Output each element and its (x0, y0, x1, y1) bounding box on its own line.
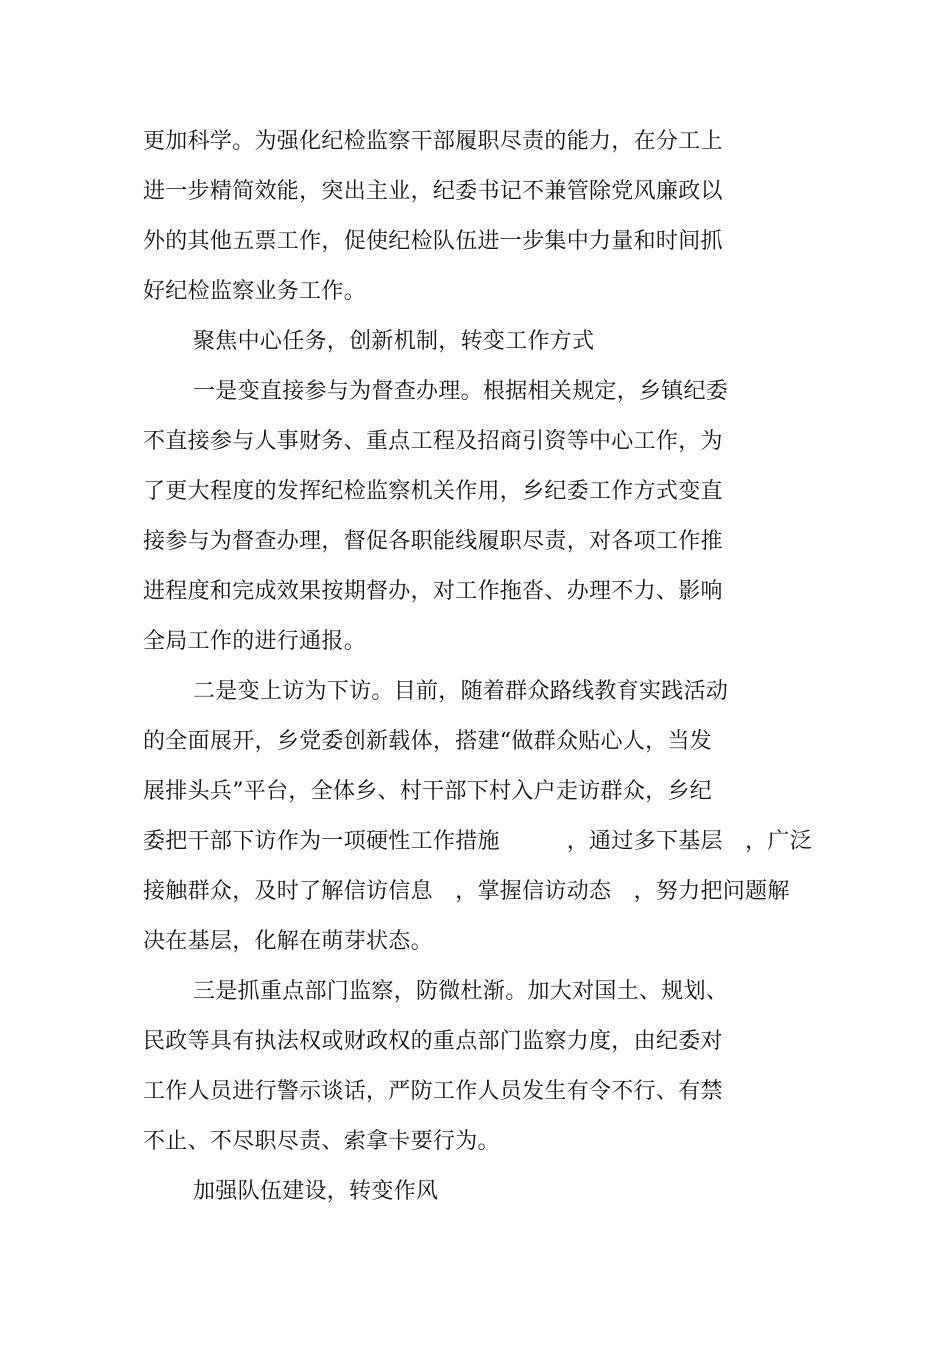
paragraph-line: 好纪检监察业务工作。 (143, 279, 367, 304)
paragraph-line: 进程度和完成效果按期督办，对工作拖沓、办理不力、影响 (143, 579, 723, 604)
section-heading: 加强队伍建设，转变作风 (193, 1179, 439, 1204)
paragraph-line: 一是变直接参与为督查办理。根据相关规定，乡镇纪委 (193, 379, 729, 404)
section-heading: 聚焦中心任务，创新机制，转变工作方式 (193, 329, 595, 354)
paragraph-line: 不直接参与人事财务、重点工程及招商引资等中心工作，为 (143, 429, 723, 454)
paragraph-line: 的全面展开，乡党委创新载体，搭建“做群众贴心人，当发 (143, 729, 713, 754)
paragraph-line: 工作人员进行警示谈话，严防工作人员发生有令不行、有禁 (143, 1079, 723, 1104)
paragraph-line: 不止、不尽职尽责、索拿卡要行为。 (143, 1129, 500, 1154)
paragraph-line: 全局工作的进行通报。 (143, 629, 367, 654)
paragraph-line: 外的其他五票工作，促使纪检队伍进一步集中力量和时间抓 (143, 229, 723, 254)
paragraph-line: 决在基层，化解在萌芽状态。 (143, 929, 433, 954)
paragraph-line: 更加科学。为强化纪检监察干部履职尽责的能力，在分工上 (143, 129, 723, 154)
paragraph-line: 展排头兵”平台，全体乡、村干部下村入户走访群众，乡纪 (143, 779, 713, 804)
paragraph-line: 民政等具有执法权或财政权的重点部门监察力度，由纪委对 (143, 1029, 723, 1054)
paragraph-line: 了更大程度的发挥纪检监察机关作用，乡纪委工作方式变直 (143, 479, 723, 504)
paragraph-line: 三是抓重点部门监察，防微杜渐。加大对国土、规划、 (193, 979, 729, 1004)
paragraph-line: 委把干部下访作为一项硬性工作措施 ，通过多下基层 ，广泛 (143, 829, 813, 854)
paragraph-line: 接参与为督查办理，督促各职能线履职尽责，对各项工作推 (143, 529, 723, 554)
paragraph-line: 进一步精简效能，突出主业，纪委书记不兼管除党风廉政以 (143, 179, 723, 204)
paragraph-line: 接触群众，及时了解信访信息 ，掌握信访动态 ，努力把问题解 (143, 879, 790, 904)
paragraph-line: 二是变上访为下访。目前，随着群众路线教育实践活动 (193, 679, 729, 704)
